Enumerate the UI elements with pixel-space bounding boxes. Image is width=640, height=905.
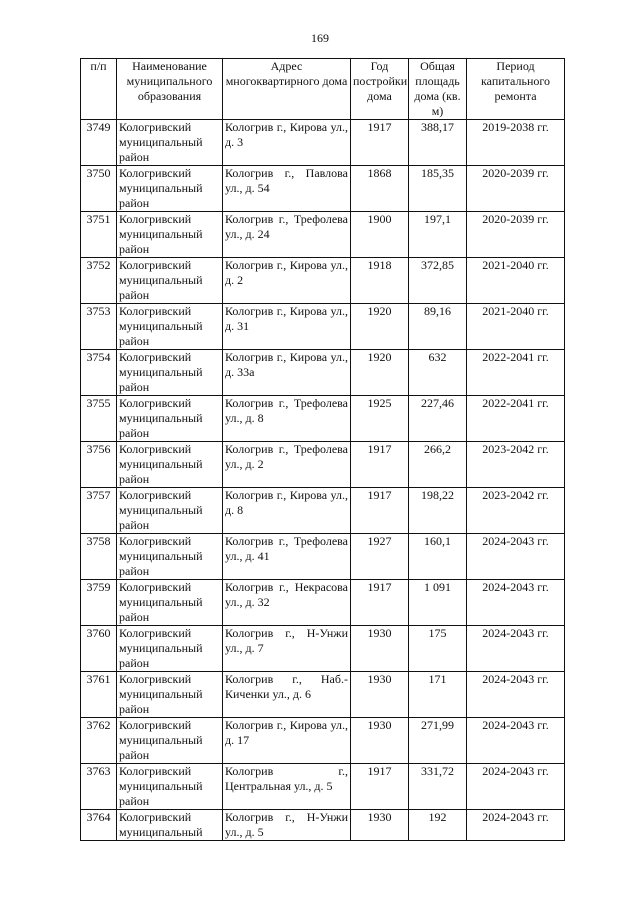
table-row [81,258,565,304]
header-municipality: Наименование муниципального образования [117,59,223,120]
row-number: 3758 [81,534,117,580]
build-year: 1917 [351,764,409,810]
total-area: 331,72 [409,764,467,810]
municipality-name: Кологривский муниципальный район [117,120,223,166]
house-address: Кологрив г., Н-Унжи ул., д. 7 [223,626,351,672]
municipality-name: Кологривский муниципальный район [117,258,223,304]
municipality-name: Кологривский муниципальный район [117,534,223,580]
row-number: 3762 [81,718,117,764]
table-row [81,534,565,580]
house-address: Кологрив г., Трефолева ул., д. 41 [223,534,351,580]
house-address: Кологрив г., Центральная ул., д. 5 [223,764,351,810]
repair-period: 2024-2043 гг. [467,718,565,764]
table-row [81,304,565,350]
repair-period: 2020-2039 гг. [467,166,565,212]
total-area: 185,35 [409,166,467,212]
table-row [81,672,565,718]
house-address: Кологрив г., Кирова ул., д. 33а [223,350,351,396]
municipality-name: Кологривский муниципальный район [117,718,223,764]
repair-period: 2024-2043 гг. [467,764,565,810]
municipality-name: Кологривский муниципальный район [117,212,223,258]
build-year: 1920 [351,304,409,350]
repair-period: 2023-2042 гг. [467,442,565,488]
house-address: Кологрив г., Кирова ул., д. 17 [223,718,351,764]
total-area: 266,2 [409,442,467,488]
house-address: Кологрив г., Н-Унжи ул., д. 5 [223,810,351,841]
municipality-name: Кологривский муниципальный [117,810,223,841]
total-area: 632 [409,350,467,396]
build-year: 1917 [351,120,409,166]
total-area: 388,17 [409,120,467,166]
total-area: 1 091 [409,580,467,626]
row-number: 3763 [81,764,117,810]
repair-period: 2020-2039 гг. [467,212,565,258]
row-number: 3750 [81,166,117,212]
total-area: 175 [409,626,467,672]
row-number: 3755 [81,396,117,442]
house-address: Кологрив г., Некрасова ул., д. 32 [223,580,351,626]
municipality-name: Кологривский муниципальный район [117,764,223,810]
housing-registry-table [80,58,565,841]
house-address: Кологрив г., Кирова ул., д. 2 [223,258,351,304]
table-row [81,488,565,534]
repair-period: 2022-2041 гг. [467,396,565,442]
build-year: 1920 [351,350,409,396]
total-area: 271,99 [409,718,467,764]
table-row [81,212,565,258]
total-area: 171 [409,672,467,718]
row-number: 3759 [81,580,117,626]
repair-period: 2019-2038 гг. [467,120,565,166]
municipality-name: Кологривский муниципальный район [117,626,223,672]
repair-period: 2024-2043 гг. [467,534,565,580]
municipality-name: Кологривский муниципальный район [117,488,223,534]
header-total-area: Общая площадь дома (кв. м) [409,59,467,120]
header-repair-period: Период капитального ремонта [467,59,565,120]
page-number: 169 [311,31,329,45]
total-area: 89,16 [409,304,467,350]
build-year: 1917 [351,488,409,534]
total-area: 227,46 [409,396,467,442]
table-header-row [81,59,565,120]
table-row [81,580,565,626]
repair-period: 2023-2042 гг. [467,488,565,534]
row-number: 3752 [81,258,117,304]
repair-period: 2021-2040 гг. [467,258,565,304]
repair-period: 2024-2043 гг. [467,580,565,626]
repair-period: 2024-2043 гг. [467,626,565,672]
build-year: 1930 [351,718,409,764]
repair-period: 2021-2040 гг. [467,304,565,350]
header-address: Адрес многоквартирного дома [223,59,351,120]
house-address: Кологрив г., Кирова ул., д. 3 [223,120,351,166]
row-number: 3756 [81,442,117,488]
row-number: 3760 [81,626,117,672]
table-row [81,120,565,166]
row-number: 3751 [81,212,117,258]
house-address: Кологрив г., Трефолева ул., д. 24 [223,212,351,258]
build-year: 1930 [351,626,409,672]
row-number: 3754 [81,350,117,396]
total-area: 372,85 [409,258,467,304]
row-number: 3749 [81,120,117,166]
house-address: Кологрив г., Кирова ул., д. 8 [223,488,351,534]
house-address: Кологрив г., Трефолева ул., д. 8 [223,396,351,442]
build-year: 1925 [351,396,409,442]
total-area: 198,22 [409,488,467,534]
table-row [81,442,565,488]
house-address: Кологрив г., Павлова ул., д. 54 [223,166,351,212]
municipality-name: Кологривский муниципальный район [117,304,223,350]
build-year: 1917 [351,580,409,626]
build-year: 1917 [351,442,409,488]
total-area: 160,1 [409,534,467,580]
repair-period: 2024-2043 гг. [467,810,565,841]
table-row [81,810,565,841]
table-row [81,350,565,396]
municipality-name: Кологривский муниципальный район [117,580,223,626]
row-number: 3757 [81,488,117,534]
table-row [81,396,565,442]
header-number: п/п [81,59,117,120]
house-address: Кологрив г., Кирова ул., д. 31 [223,304,351,350]
municipality-name: Кологривский муниципальный район [117,350,223,396]
build-year: 1900 [351,212,409,258]
table-row [81,718,565,764]
total-area: 192 [409,810,467,841]
build-year: 1868 [351,166,409,212]
build-year: 1930 [351,672,409,718]
municipality-name: Кологривский муниципальный район [117,396,223,442]
municipality-name: Кологривский муниципальный район [117,166,223,212]
repair-period: 2024-2043 гг. [467,672,565,718]
build-year: 1927 [351,534,409,580]
table-row [81,166,565,212]
municipality-name: Кологривский муниципальный район [117,442,223,488]
table-row [81,764,565,810]
row-number: 3764 [81,810,117,841]
build-year: 1918 [351,258,409,304]
house-address: Кологрив г., Трефолева ул., д. 2 [223,442,351,488]
municipality-name: Кологривский муниципальный район [117,672,223,718]
row-number: 3753 [81,304,117,350]
build-year: 1930 [351,810,409,841]
total-area: 197,1 [409,212,467,258]
header-build-year: Год постройки дома [351,59,409,120]
table-row [81,626,565,672]
repair-period: 2022-2041 гг. [467,350,565,396]
row-number: 3761 [81,672,117,718]
house-address: Кологрив г., Наб.-Киченки ул., д. 6 [223,672,351,718]
